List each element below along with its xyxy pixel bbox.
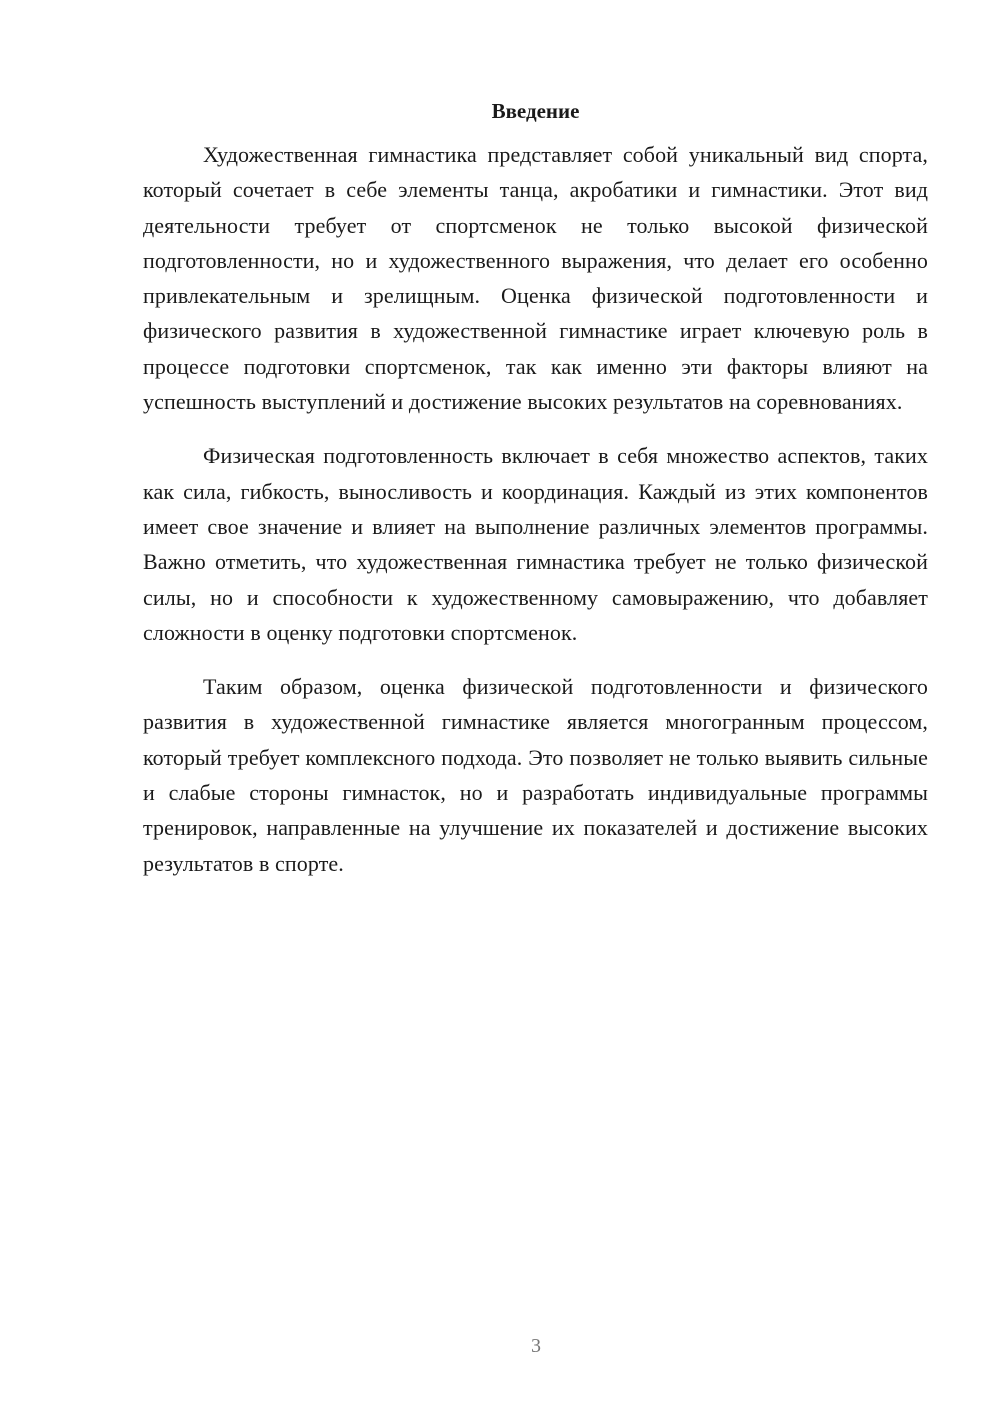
paragraph-3: Таким образом, оценка физической подготовленности и физического развития в художественной гимнастике является многогранным процессом, который требует комплексного подхода. Это позволяет не только выявить сильные и слабые стороны гимнасток, но и разработать индивидуальные программы тренировок, направленные на улучшение их показателей и достижение высоких результатов в спорте. [143, 674, 928, 876]
page-content [143, 96, 928, 900]
paragraph-2: Физическая подготовленность включает в себя множество аспектов, таких как сила, гибкость, выносливость и координация. Каждый из этих компонентов имеет свое значение и влияет на выполнение различных элементов программы. Важно отметить, что художественная гимнастика требует не только физической силы, но и способности к художественному самовыражению, что добавляет сложности в оценку подготовки спортсменок. [143, 443, 928, 645]
page-number: 3 [531, 1335, 541, 1357]
section-heading: Введение [491, 99, 580, 123]
paragraph-1: Художественная гимнастика представляет собой уникальный вид спорта, который сочетает в себе элементы танца, акробатики и гимнастики. Этот вид деятельности требует от спортсменок не только высокой физической подготовленности, но и художественного выражения, что делает его особенно привлекательным и зрелищным. Оценка физической подготовленности и физического развития в художественной гимнастике играет ключевую роль в процессе подготовки спортсменок, так как именно эти факторы влияют на успешность выступлений и достижение высоких результатов на соревнованиях. [143, 142, 928, 415]
